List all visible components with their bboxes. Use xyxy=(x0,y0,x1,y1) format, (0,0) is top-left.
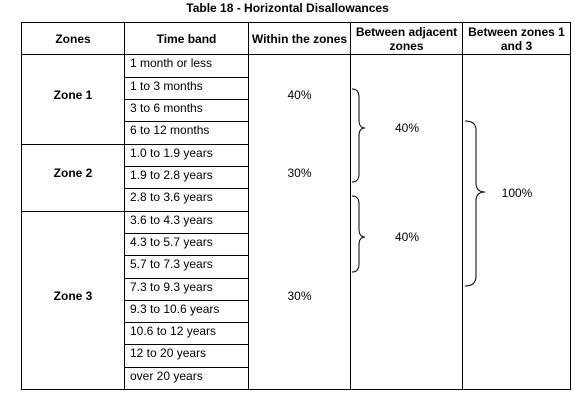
header-between-adjacent-zones: Between adjacent zones xyxy=(355,24,458,53)
zones-1-and-3-brace xyxy=(465,121,485,286)
within-zones-value: 40% xyxy=(287,88,312,102)
time-band-cell: 1 to 3 months xyxy=(130,79,203,93)
table-title: Table 18 - Horizontal Disallowances xyxy=(186,1,389,15)
time-band-cell: 3.6 to 4.3 years xyxy=(130,213,213,227)
zone-label: Zone 1 xyxy=(53,88,93,102)
header-within-zones: Within the zones xyxy=(251,31,348,46)
adjacent-zones-brace xyxy=(352,89,365,182)
adjacent-zones-value: 40% xyxy=(394,121,420,135)
header-between-zones-1-and-3: Between zones 1 and 3 xyxy=(468,24,565,53)
zone-label: Zone 2 xyxy=(53,166,93,180)
horizontal-disallowances-table xyxy=(21,22,571,390)
time-band-cell: 1 month or less xyxy=(130,56,213,70)
time-band-cell: 7.3 to 9.3 years xyxy=(130,280,213,294)
zones-1-and-3-value: 100% xyxy=(501,186,533,200)
braces-layer xyxy=(21,22,571,390)
within-zones-value: 30% xyxy=(287,289,312,303)
time-band-cell: 3 to 6 months xyxy=(130,101,203,115)
time-band-cell: 1.9 to 2.8 years xyxy=(130,168,213,182)
zone-label: Zone 3 xyxy=(53,289,93,303)
time-band-cell: 2.8 to 3.6 years xyxy=(130,190,213,204)
time-band-cell: 10.6 to 12 years xyxy=(130,324,217,338)
time-band-cell: 1.0 to 1.9 years xyxy=(130,146,213,160)
time-band-cell: 5.7 to 7.3 years xyxy=(130,257,213,271)
time-band-cell: 9.3 to 10.6 years xyxy=(130,302,220,316)
header-time-band: Time band xyxy=(156,31,217,46)
adjacent-zones-value: 40% xyxy=(394,230,420,244)
within-zones-value: 30% xyxy=(287,166,312,180)
adjacent-zones-brace xyxy=(352,196,365,272)
time-band-cell: 6 to 12 months xyxy=(130,123,210,137)
time-band-cell: 12 to 20 years xyxy=(130,346,207,360)
header-zones: Zones xyxy=(55,31,91,46)
time-band-cell: 4.3 to 5.7 years xyxy=(130,235,213,249)
time-band-cell: over 20 years xyxy=(130,369,203,383)
